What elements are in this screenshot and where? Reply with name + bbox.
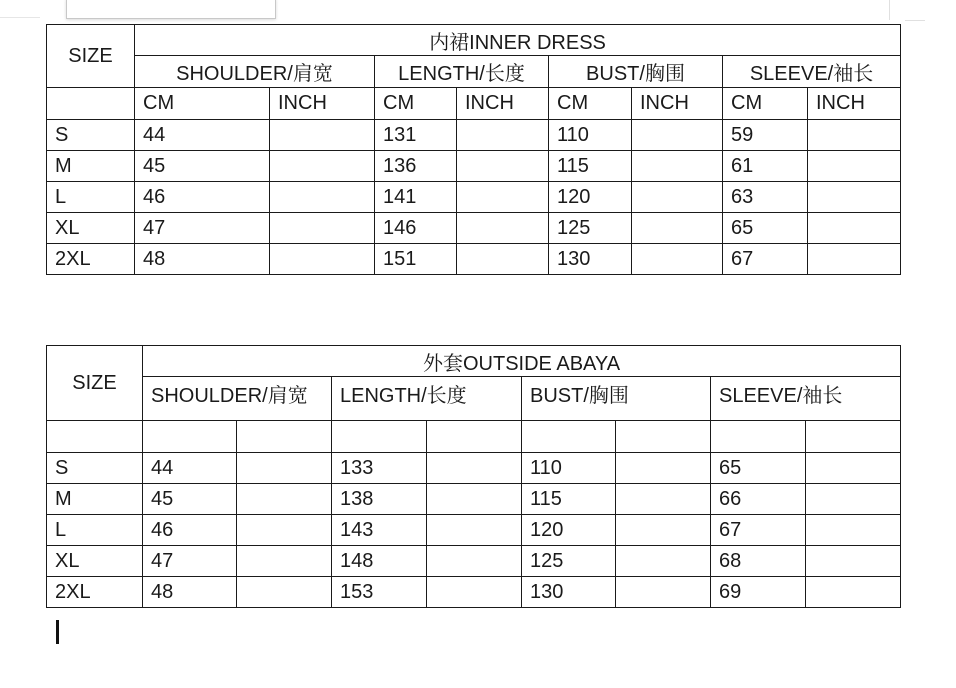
value-cell: 66 xyxy=(711,484,806,515)
value-cell xyxy=(427,546,522,577)
value-cell: 120 xyxy=(522,515,616,546)
column-group-length: LENGTH/长度 xyxy=(375,56,549,88)
value-cell: 67 xyxy=(723,244,808,275)
value-cell: 110 xyxy=(549,120,632,151)
value-cell xyxy=(427,453,522,484)
value-cell xyxy=(632,120,723,151)
column-group-sleeve: SLEEVE/袖长 xyxy=(723,56,901,88)
value-cell xyxy=(616,484,711,515)
value-cell: 48 xyxy=(143,577,237,608)
unit-cell xyxy=(616,421,711,453)
value-cell xyxy=(808,244,901,275)
value-cell: 47 xyxy=(135,213,270,244)
value-cell xyxy=(806,453,901,484)
value-cell xyxy=(632,244,723,275)
value-cell: 143 xyxy=(332,515,427,546)
value-cell xyxy=(427,577,522,608)
value-cell: 44 xyxy=(135,120,270,151)
value-cell xyxy=(237,546,332,577)
value-cell: 45 xyxy=(135,151,270,182)
value-cell: 115 xyxy=(522,484,616,515)
table-row xyxy=(47,546,901,577)
value-cell xyxy=(806,546,901,577)
value-cell: 125 xyxy=(522,546,616,577)
value-cell xyxy=(806,484,901,515)
divider-line xyxy=(889,0,890,20)
unit-cell xyxy=(711,421,806,453)
value-cell: 125 xyxy=(549,213,632,244)
value-cell xyxy=(806,515,901,546)
unit-cell xyxy=(806,421,901,453)
value-cell xyxy=(806,577,901,608)
column-group-sleeve: SLEEVE/袖长 xyxy=(711,377,901,421)
text-cursor xyxy=(56,620,59,644)
table-row xyxy=(47,244,901,275)
inner-dress-size-table xyxy=(46,24,901,275)
value-cell xyxy=(616,453,711,484)
value-cell xyxy=(808,120,901,151)
column-group-bust: BUST/胸围 xyxy=(522,377,711,421)
value-cell xyxy=(808,213,901,244)
value-cell: 46 xyxy=(135,182,270,213)
value-cell: 59 xyxy=(723,120,808,151)
unit-row xyxy=(47,88,901,120)
value-cell: 46 xyxy=(143,515,237,546)
table-row xyxy=(47,213,901,244)
outside-abaya-size-table xyxy=(46,345,901,608)
value-cell: 146 xyxy=(375,213,457,244)
table-row xyxy=(47,453,901,484)
value-cell xyxy=(808,151,901,182)
value-cell: 115 xyxy=(549,151,632,182)
value-cell: 47 xyxy=(143,546,237,577)
value-cell xyxy=(632,151,723,182)
unit-cell: INCH xyxy=(457,88,549,120)
value-cell xyxy=(237,515,332,546)
document-frame-edge xyxy=(66,0,276,19)
unit-cell xyxy=(332,421,427,453)
value-cell: 153 xyxy=(332,577,427,608)
value-cell xyxy=(808,182,901,213)
divider-line xyxy=(905,20,925,21)
value-cell xyxy=(457,244,549,275)
unit-cell xyxy=(237,421,332,453)
unit-cell: INCH xyxy=(808,88,901,120)
value-cell: 151 xyxy=(375,244,457,275)
unit-cell: INCH xyxy=(270,88,375,120)
value-cell xyxy=(270,151,375,182)
value-cell: 65 xyxy=(723,213,808,244)
value-cell: 45 xyxy=(143,484,237,515)
value-cell xyxy=(270,213,375,244)
column-group-length: LENGTH/长度 xyxy=(332,377,522,421)
value-cell xyxy=(237,484,332,515)
value-cell: 131 xyxy=(375,120,457,151)
size-header: SIZE xyxy=(47,346,143,421)
unit-cell xyxy=(47,421,143,453)
value-cell: 141 xyxy=(375,182,457,213)
unit-cell xyxy=(427,421,522,453)
column-group-shoulder: SHOULDER/肩宽 xyxy=(135,56,375,88)
size-header: SIZE xyxy=(47,25,135,88)
unit-cell: CM xyxy=(135,88,270,120)
size-cell: XL xyxy=(47,546,143,577)
size-cell: M xyxy=(47,484,143,515)
value-cell xyxy=(270,244,375,275)
size-cell: 2XL xyxy=(47,244,135,275)
value-cell xyxy=(457,151,549,182)
unit-cell: INCH xyxy=(632,88,723,120)
value-cell: 110 xyxy=(522,453,616,484)
value-cell: 69 xyxy=(711,577,806,608)
value-cell: 63 xyxy=(723,182,808,213)
unit-cell: CM xyxy=(375,88,457,120)
value-cell: 133 xyxy=(332,453,427,484)
value-cell: 130 xyxy=(522,577,616,608)
value-cell xyxy=(616,577,711,608)
value-cell: 136 xyxy=(375,151,457,182)
unit-cell: CM xyxy=(723,88,808,120)
column-group-shoulder: SHOULDER/肩宽 xyxy=(143,377,332,421)
value-cell: 61 xyxy=(723,151,808,182)
size-cell: L xyxy=(47,182,135,213)
value-cell xyxy=(457,182,549,213)
value-cell xyxy=(427,515,522,546)
value-cell xyxy=(457,213,549,244)
value-cell: 48 xyxy=(135,244,270,275)
value-cell xyxy=(616,546,711,577)
value-cell: 65 xyxy=(711,453,806,484)
table-title: 内裙INNER DRESS xyxy=(135,25,901,56)
size-cell: 2XL xyxy=(47,577,143,608)
size-cell: S xyxy=(47,120,135,151)
divider-line xyxy=(0,17,40,18)
table-row xyxy=(47,151,901,182)
value-cell: 120 xyxy=(549,182,632,213)
unit-row xyxy=(47,421,901,453)
value-cell xyxy=(270,120,375,151)
value-cell: 148 xyxy=(332,546,427,577)
value-cell xyxy=(427,484,522,515)
size-cell: XL xyxy=(47,213,135,244)
unit-cell xyxy=(522,421,616,453)
column-group-bust: BUST/胸围 xyxy=(549,56,723,88)
table-row xyxy=(47,577,901,608)
unit-cell xyxy=(47,88,135,120)
table-row xyxy=(47,484,901,515)
value-cell xyxy=(632,182,723,213)
size-cell: M xyxy=(47,151,135,182)
value-cell: 130 xyxy=(549,244,632,275)
unit-cell: CM xyxy=(549,88,632,120)
size-cell: L xyxy=(47,515,143,546)
value-cell: 44 xyxy=(143,453,237,484)
unit-cell xyxy=(143,421,237,453)
table-row xyxy=(47,120,901,151)
table-row xyxy=(47,515,901,546)
value-cell: 68 xyxy=(711,546,806,577)
value-cell xyxy=(270,182,375,213)
value-cell xyxy=(457,120,549,151)
value-cell: 138 xyxy=(332,484,427,515)
value-cell xyxy=(237,577,332,608)
value-cell xyxy=(632,213,723,244)
table-title: 外套OUTSIDE ABAYA xyxy=(143,346,901,377)
table-row xyxy=(47,182,901,213)
value-cell xyxy=(616,515,711,546)
value-cell: 67 xyxy=(711,515,806,546)
size-cell: S xyxy=(47,453,143,484)
value-cell xyxy=(237,453,332,484)
